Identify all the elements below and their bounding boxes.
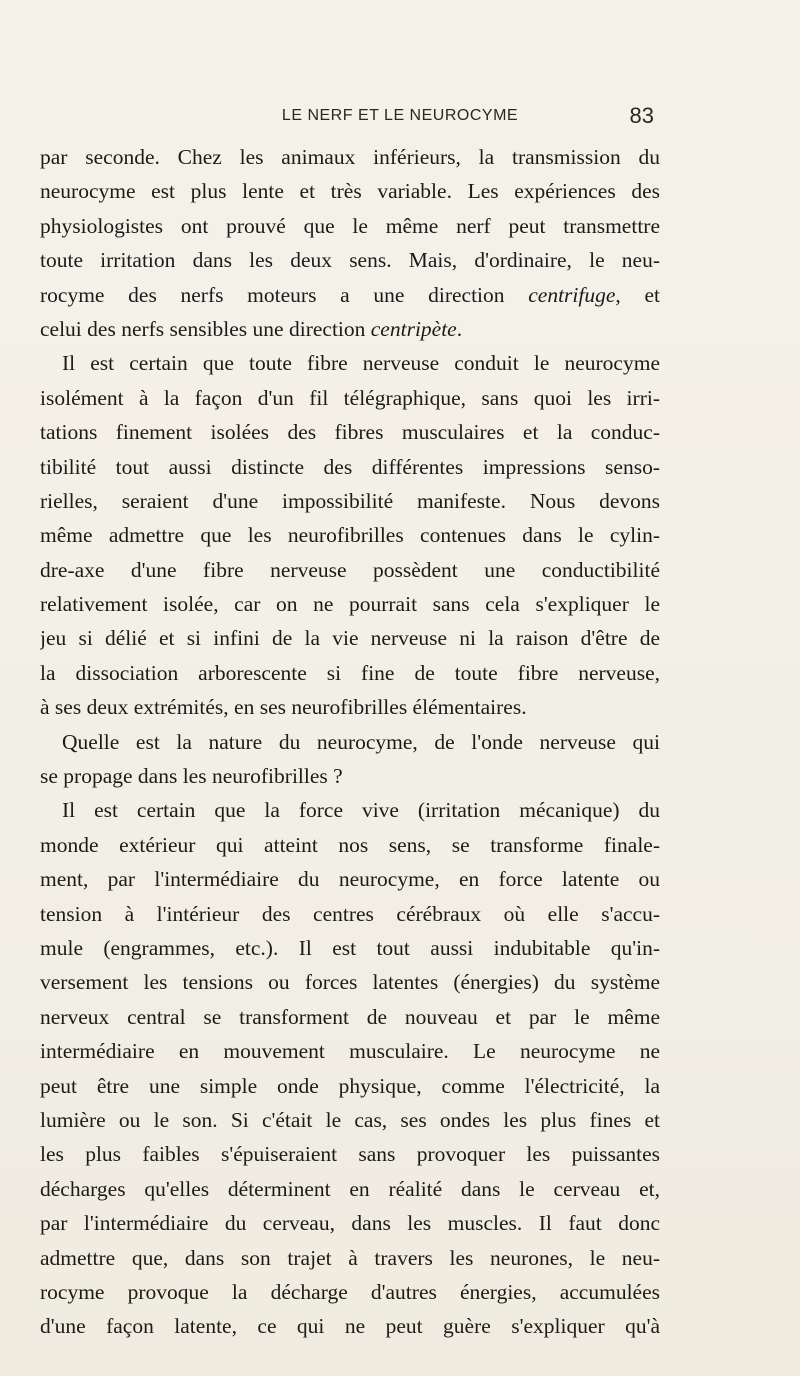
text-line: rielles, seraient d'une impossibilité manifeste. Nous devons — [40, 488, 660, 513]
text-line: décharges qu'elles déterminent en réalité dans le cerveau et, — [40, 1176, 660, 1201]
text-line: par l'intermédiaire du cerveau, dans les muscles. Il faut donc — [40, 1211, 660, 1236]
text-line: monde extérieur qui atteint nos sens, se transforme finale- — [40, 832, 660, 857]
text-line: relativement isolée, car on ne pourrait sans cela s'expliquer le — [40, 592, 660, 617]
text-line: versement les tensions ou forces latentes (énergies) du système — [40, 970, 660, 995]
line-text: celui des nerfs sensibles une direction — [40, 316, 371, 341]
text-line: isolément à la façon d'un fil télégraphique, sans quoi les irri- — [40, 385, 660, 410]
text-line: rocyme provoque la décharge d'autres énergies, accumulées — [40, 1279, 660, 1304]
text-line: intermédiaire en mouvement musculaire. Le neurocyme ne — [40, 1039, 660, 1064]
text-line — [40, 312, 660, 346]
text-line: lumière ou le son. Si c'était le cas, ses ondes les plus fines et — [40, 1107, 660, 1132]
text-line: tibilité tout aussi distincte des différentes impressions senso- — [40, 454, 660, 479]
text-line — [40, 278, 660, 312]
text-line: peut être une simple onde physique, comme l'électricité, la — [40, 1073, 660, 1098]
text-line: neurocyme est plus lente et très variable. Les expériences des — [40, 179, 660, 204]
running-title: LE NERF ET LE NEUROCYME — [281, 107, 519, 124]
text-line: admettre que, dans son trajet à travers les neurones, le neu- — [40, 1245, 660, 1270]
text-line: d'une façon latente, ce qui ne peut guère s'expliquer qu'à — [40, 1314, 660, 1339]
italic-term: centripète — [370, 316, 457, 341]
text-line: à ses deux extrémités, en ses neurofibrilles élémentaires. — [40, 695, 527, 720]
text-line: se propage dans les neurofibrilles ? — [40, 764, 343, 789]
text-line: toute irritation dans les deux sens. Mais, d'ordinaire, le neu- — [40, 248, 660, 273]
running-head — [0, 103, 800, 133]
text-line: mule (engrammes, etc.). Il est tout aussi indubitable qu'in- — [40, 935, 660, 960]
line-text: , et — [615, 282, 660, 307]
text-line: jeu si délié et si infini de la vie nerveuse ni la raison d'être de — [40, 626, 660, 651]
text-line: dre-axe d'une fibre nerveuse possèdent une conductibilité — [40, 557, 660, 582]
body-text — [40, 140, 660, 1344]
text-line: Il est certain que la force vive (irritation mécanique) du — [62, 798, 660, 823]
text-line: physiologistes ont prouvé que le même nerf peut transmettre — [40, 213, 660, 238]
line-text: rocyme des nerfs moteurs a une direction — [40, 282, 529, 307]
text-line: par seconde. Chez les animaux inférieurs, la transmission du — [40, 145, 660, 169]
line-text: . — [456, 316, 463, 341]
page-number: 83 — [629, 103, 654, 128]
text-line: tations finement isolées des fibres musculaires et la conduc- — [40, 420, 660, 445]
text-line: même admettre que les neurofibrilles contenues dans le cylin- — [40, 523, 660, 548]
text-line: ment, par l'intermédiaire du neurocyme, en force latente ou — [40, 867, 660, 892]
italic-term: centrifuge — [528, 282, 616, 307]
text-line: Quelle est la nature du neurocyme, de l'onde nerveuse qui — [62, 729, 660, 754]
text-line: nerveux central se transforment de nouveau et par le même — [40, 1004, 660, 1029]
text-line: tension à l'intérieur des centres cérébraux où elle s'accu- — [40, 901, 660, 926]
text-line: Il est certain que toute fibre nerveuse conduit le neurocyme — [62, 351, 660, 376]
text-line: la dissociation arborescente si fine de toute fibre nerveuse, — [40, 660, 660, 685]
text-line: les plus faibles s'épuiseraient sans provoquer les puissantes — [40, 1142, 660, 1167]
